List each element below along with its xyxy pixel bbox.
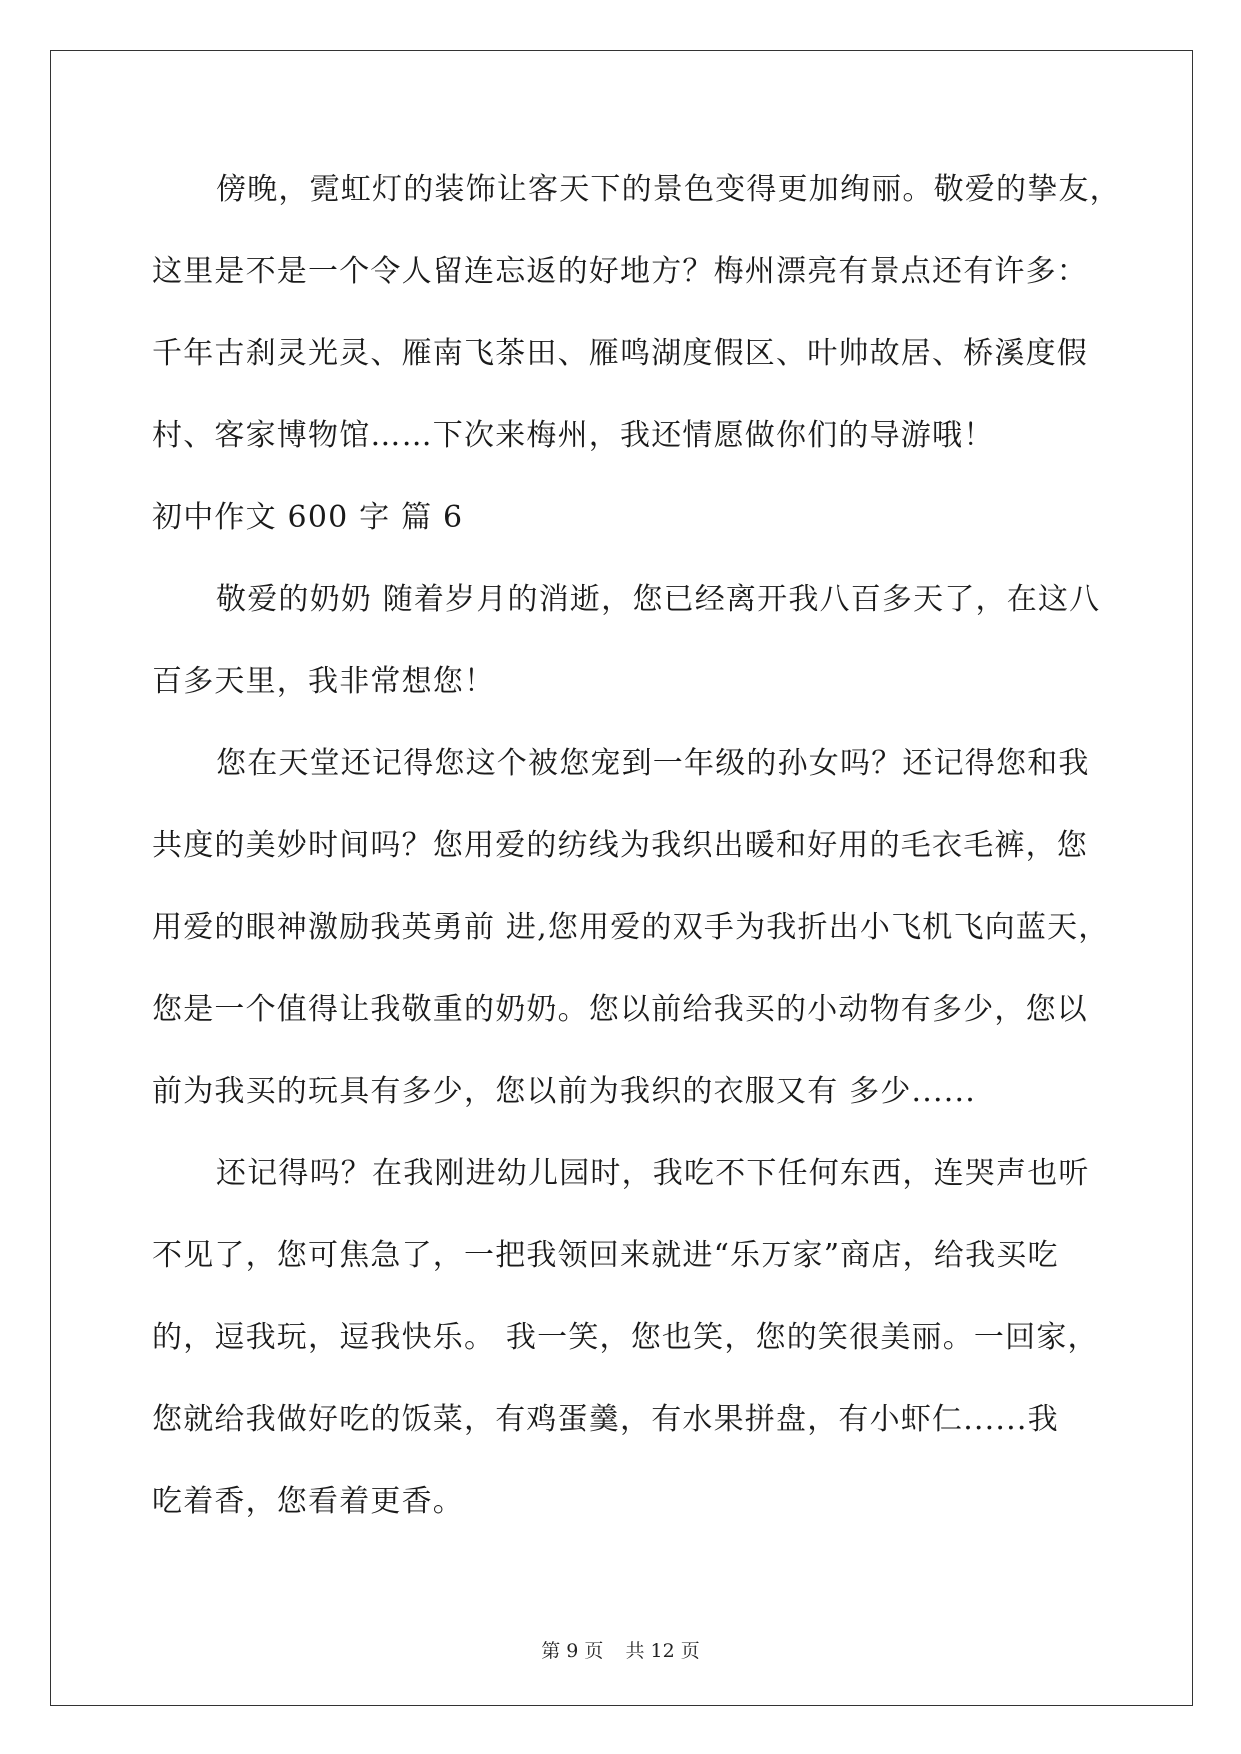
text-line: 敬爱的奶奶 随着岁月的消逝，您已经离开我八百多天了，在这八: [216, 582, 1101, 617]
page-total: 共 12 页: [625, 1640, 700, 1662]
text-line: 前为我买的玩具有多少，您以前为我织的衣服又有 多少......: [152, 1074, 976, 1109]
text-line: 百多天里，我非常想您！: [152, 664, 496, 699]
text-line: 吃着香，您看着更香。: [152, 1484, 464, 1519]
section-heading: 初中作文 600 字 篇 6: [152, 500, 464, 535]
page-number: 第 9 页: [541, 1640, 604, 1662]
document-body: [152, 160, 1121, 1554]
text-line: 您在天堂还记得您这个被您宠到一年级的孙女吗？还记得您和我: [216, 746, 1090, 781]
text-line: 不见了，您可焦急了，一把我领回来就进“乐万家”商店，给我买吃: [152, 1238, 1059, 1273]
text-line: 您就给我做好吃的饭菜，有鸡蛋羹，有水果拼盘，有小虾仁......我: [152, 1402, 1059, 1437]
text-line: 傍晚，霓虹灯的装饰让客天下的景色变得更加绚丽。敬爱的挚友，: [216, 172, 1121, 207]
text-line: 用爱的眼神激励我英勇前 进,您用爱的双手为我折出小飞机飞向蓝天，: [152, 910, 1110, 945]
text-line: 村、客家博物馆……下次来梅州，我还情愿做你们的导游哦！: [152, 418, 995, 453]
text-line: 的，逗我玩，逗我快乐。 我一笑，您也笑，您的笑很美丽。一回家，: [152, 1320, 1099, 1355]
text-line: 共度的美妙时间吗？您用爱的纺线为我织出暖和好用的毛衣毛裤，您: [152, 828, 1088, 863]
text-line: 还记得吗？在我刚进幼儿园时，我吃不下任何东西，连哭声也听: [216, 1156, 1090, 1191]
text-line: 您是一个值得让我敬重的奶奶。您以前给我买的小动物有多少，您以: [152, 992, 1088, 1027]
text-line: 这里是不是一个令人留连忘返的好地方？梅州漂亮有景点还有许多：: [152, 254, 1088, 289]
page-footer: [0, 1636, 1241, 1663]
text-line: 千年古刹灵光灵、雁南飞茶田、雁鸣湖度假区、叶帅故居、桥溪度假: [152, 336, 1088, 371]
